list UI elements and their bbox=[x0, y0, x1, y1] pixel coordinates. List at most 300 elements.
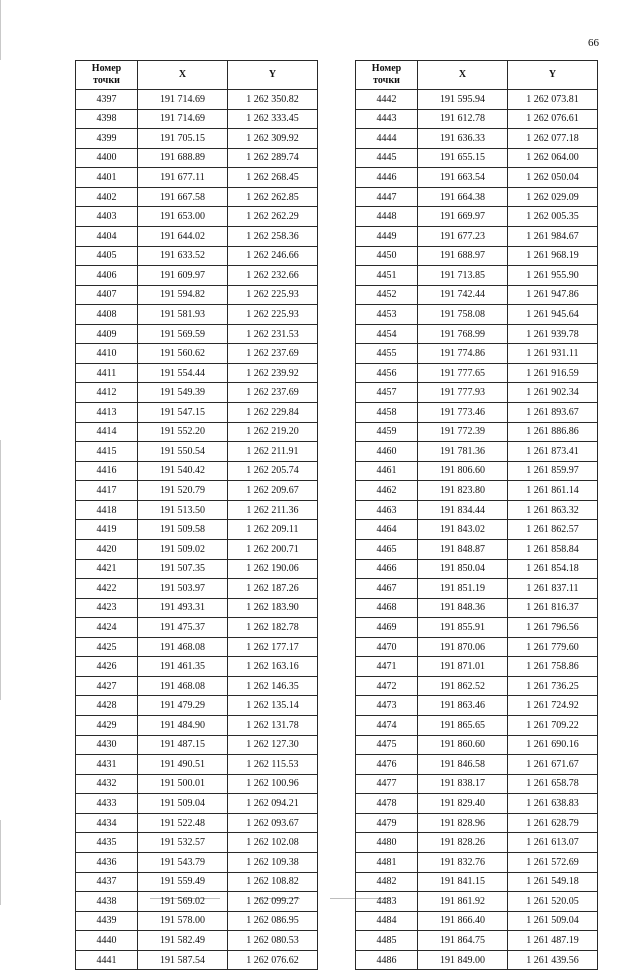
point-number-cell: 4427 bbox=[76, 676, 138, 696]
point-number-cell: 4410 bbox=[76, 344, 138, 364]
table-row bbox=[76, 755, 318, 775]
table-row bbox=[76, 148, 318, 168]
table-row bbox=[76, 794, 318, 814]
y-coordinate-cell: 1 262 146.35 bbox=[228, 676, 318, 696]
y-coordinate-cell: 1 262 050.04 bbox=[508, 168, 598, 188]
point-number-cell: 4418 bbox=[76, 500, 138, 520]
table-row bbox=[76, 168, 318, 188]
x-coordinate-cell: 191 509.58 bbox=[138, 520, 228, 540]
y-coordinate-cell: 1 261 854.18 bbox=[508, 559, 598, 579]
y-coordinate-cell: 1 261 487.19 bbox=[508, 931, 598, 951]
y-coordinate-cell: 1 261 968.19 bbox=[508, 246, 598, 266]
point-number-cell: 4436 bbox=[76, 852, 138, 872]
point-number-cell: 4448 bbox=[356, 207, 418, 227]
y-header: Y bbox=[228, 61, 318, 90]
x-coordinate-cell: 191 569.59 bbox=[138, 324, 228, 344]
point-number-cell: 4424 bbox=[76, 618, 138, 638]
y-coordinate-cell: 1 261 858.84 bbox=[508, 539, 598, 559]
table-row bbox=[356, 187, 598, 207]
table-row bbox=[76, 383, 318, 403]
y-coordinate-cell: 1 261 955.90 bbox=[508, 266, 598, 286]
x-coordinate-cell: 191 863.46 bbox=[418, 696, 508, 716]
point-number-cell: 4450 bbox=[356, 246, 418, 266]
x-coordinate-cell: 191 636.33 bbox=[418, 129, 508, 149]
x-coordinate-cell: 191 549.39 bbox=[138, 383, 228, 403]
x-coordinate-cell: 191 832.76 bbox=[418, 852, 508, 872]
x-coordinate-cell: 191 581.93 bbox=[138, 305, 228, 325]
y-coordinate-cell: 1 262 205.74 bbox=[228, 461, 318, 481]
y-coordinate-cell: 1 262 076.62 bbox=[228, 950, 318, 970]
x-coordinate-cell: 191 851.19 bbox=[418, 579, 508, 599]
x-coordinate-cell: 191 772.39 bbox=[418, 422, 508, 442]
x-coordinate-cell: 191 871.01 bbox=[418, 657, 508, 677]
x-coordinate-cell: 191 664.38 bbox=[418, 187, 508, 207]
y-coordinate-cell: 1 261 658.78 bbox=[508, 774, 598, 794]
y-coordinate-cell: 1 262 086.95 bbox=[228, 911, 318, 931]
point-number-cell: 4417 bbox=[76, 481, 138, 501]
x-coordinate-cell: 191 522.48 bbox=[138, 813, 228, 833]
y-coordinate-cell: 1 261 873.41 bbox=[508, 442, 598, 462]
point-number-cell: 4406 bbox=[76, 266, 138, 286]
x-coordinate-cell: 191 484.90 bbox=[138, 716, 228, 736]
y-coordinate-cell: 1 262 127.30 bbox=[228, 735, 318, 755]
table-row bbox=[356, 363, 598, 383]
coordinates-table-right bbox=[355, 60, 598, 970]
point-number-cell: 4404 bbox=[76, 226, 138, 246]
point-number-cell: 4435 bbox=[76, 833, 138, 853]
point-number-cell: 4480 bbox=[356, 833, 418, 853]
point-number-cell: 4408 bbox=[76, 305, 138, 325]
x-coordinate-cell: 191 848.36 bbox=[418, 598, 508, 618]
point-number-cell: 4425 bbox=[76, 637, 138, 657]
point-number-cell: 4412 bbox=[76, 383, 138, 403]
x-coordinate-cell: 191 828.26 bbox=[418, 833, 508, 853]
table-row bbox=[76, 226, 318, 246]
x-coordinate-cell: 191 520.79 bbox=[138, 481, 228, 501]
y-coordinate-cell: 1 262 187.26 bbox=[228, 579, 318, 599]
x-coordinate-cell: 191 758.08 bbox=[418, 305, 508, 325]
x-coordinate-cell: 191 829.40 bbox=[418, 794, 508, 814]
table-row bbox=[356, 168, 598, 188]
x-coordinate-cell: 191 866.40 bbox=[418, 911, 508, 931]
page-number: 66 bbox=[588, 37, 599, 49]
point-number-cell: 4485 bbox=[356, 931, 418, 951]
table-row bbox=[76, 539, 318, 559]
point-number-cell: 4426 bbox=[76, 657, 138, 677]
point-number-cell: 4460 bbox=[356, 442, 418, 462]
scan-margin-line bbox=[0, 440, 1, 700]
point-number-cell: 4428 bbox=[76, 696, 138, 716]
point-number-cell: 4472 bbox=[356, 676, 418, 696]
x-coordinate-cell: 191 777.93 bbox=[418, 383, 508, 403]
point-number-cell: 4421 bbox=[76, 559, 138, 579]
y-coordinate-cell: 1 262 209.11 bbox=[228, 520, 318, 540]
x-coordinate-cell: 191 828.96 bbox=[418, 813, 508, 833]
point-number-cell: 4486 bbox=[356, 950, 418, 970]
point-number-cell: 4442 bbox=[356, 90, 418, 110]
x-coordinate-cell: 191 663.54 bbox=[418, 168, 508, 188]
point-number-cell: 4403 bbox=[76, 207, 138, 227]
table-row bbox=[356, 950, 598, 970]
x-coordinate-cell: 191 848.87 bbox=[418, 539, 508, 559]
table-body bbox=[356, 90, 598, 970]
y-coordinate-cell: 1 261 893.67 bbox=[508, 403, 598, 423]
table-row bbox=[356, 657, 598, 677]
point-number-cell: 4431 bbox=[76, 755, 138, 775]
table-row bbox=[76, 833, 318, 853]
table-row bbox=[76, 129, 318, 149]
x-coordinate-cell: 191 487.15 bbox=[138, 735, 228, 755]
table-row bbox=[76, 813, 318, 833]
table-row bbox=[356, 716, 598, 736]
table-row bbox=[76, 90, 318, 110]
y-coordinate-cell: 1 262 108.82 bbox=[228, 872, 318, 892]
y-coordinate-cell: 1 262 225.93 bbox=[228, 305, 318, 325]
x-coordinate-cell: 191 560.62 bbox=[138, 344, 228, 364]
y-coordinate-cell: 1 261 862.57 bbox=[508, 520, 598, 540]
table-row bbox=[76, 305, 318, 325]
point-number-cell: 4398 bbox=[76, 109, 138, 129]
x-coordinate-cell: 191 823.80 bbox=[418, 481, 508, 501]
table-row bbox=[356, 109, 598, 129]
y-coordinate-cell: 1 261 947.86 bbox=[508, 285, 598, 305]
table-row bbox=[356, 520, 598, 540]
point-number-cell: 4471 bbox=[356, 657, 418, 677]
x-coordinate-cell: 191 841.15 bbox=[418, 872, 508, 892]
point-number-cell: 4409 bbox=[76, 324, 138, 344]
table-row bbox=[356, 676, 598, 696]
x-coordinate-cell: 191 569.02 bbox=[138, 892, 228, 912]
x-coordinate-cell: 191 653.00 bbox=[138, 207, 228, 227]
x-coordinate-cell: 191 479.29 bbox=[138, 696, 228, 716]
table-row bbox=[76, 442, 318, 462]
point-number-cell: 4444 bbox=[356, 129, 418, 149]
y-header: Y bbox=[508, 61, 598, 90]
y-coordinate-cell: 1 262 211.36 bbox=[228, 500, 318, 520]
y-coordinate-cell: 1 261 886.86 bbox=[508, 422, 598, 442]
x-coordinate-cell: 191 633.52 bbox=[138, 246, 228, 266]
point-number-cell: 4445 bbox=[356, 148, 418, 168]
point-number-cell: 4413 bbox=[76, 403, 138, 423]
point-number-header-label: Номер точки bbox=[91, 63, 122, 86]
table-row bbox=[76, 696, 318, 716]
point-number-cell: 4476 bbox=[356, 755, 418, 775]
y-coordinate-cell: 1 261 572.69 bbox=[508, 852, 598, 872]
point-number-cell: 4414 bbox=[76, 422, 138, 442]
y-coordinate-cell: 1 262 135.14 bbox=[228, 696, 318, 716]
y-coordinate-cell: 1 262 115.53 bbox=[228, 755, 318, 775]
table-row bbox=[76, 872, 318, 892]
x-coordinate-cell: 191 559.49 bbox=[138, 872, 228, 892]
point-number-cell: 4474 bbox=[356, 716, 418, 736]
x-coordinate-cell: 191 688.89 bbox=[138, 148, 228, 168]
x-coordinate-cell: 191 595.94 bbox=[418, 90, 508, 110]
point-number-cell: 4452 bbox=[356, 285, 418, 305]
x-coordinate-cell: 191 781.36 bbox=[418, 442, 508, 462]
point-number-cell: 4464 bbox=[356, 520, 418, 540]
table-row bbox=[356, 383, 598, 403]
point-number-cell: 4481 bbox=[356, 852, 418, 872]
point-number-cell: 4419 bbox=[76, 520, 138, 540]
point-number-cell: 4441 bbox=[76, 950, 138, 970]
y-coordinate-cell: 1 262 094.21 bbox=[228, 794, 318, 814]
y-coordinate-cell: 1 262 239.92 bbox=[228, 363, 318, 383]
point-number-cell: 4407 bbox=[76, 285, 138, 305]
y-coordinate-cell: 1 262 268.45 bbox=[228, 168, 318, 188]
table-row bbox=[76, 735, 318, 755]
point-number-cell: 4402 bbox=[76, 187, 138, 207]
y-coordinate-cell: 1 262 073.81 bbox=[508, 90, 598, 110]
y-coordinate-cell: 1 261 613.07 bbox=[508, 833, 598, 853]
table-row bbox=[76, 892, 318, 912]
y-coordinate-cell: 1 262 262.85 bbox=[228, 187, 318, 207]
table-row bbox=[356, 735, 598, 755]
y-coordinate-cell: 1 262 232.66 bbox=[228, 266, 318, 286]
x-header: X bbox=[138, 61, 228, 90]
point-number-cell: 4479 bbox=[356, 813, 418, 833]
point-number-cell: 4416 bbox=[76, 461, 138, 481]
y-coordinate-cell: 1 261 859.97 bbox=[508, 461, 598, 481]
y-coordinate-cell: 1 261 939.78 bbox=[508, 324, 598, 344]
y-coordinate-cell: 1 262 163.16 bbox=[228, 657, 318, 677]
point-number-cell: 4434 bbox=[76, 813, 138, 833]
y-coordinate-cell: 1 262 102.08 bbox=[228, 833, 318, 853]
y-coordinate-cell: 1 261 724.92 bbox=[508, 696, 598, 716]
table-row bbox=[356, 207, 598, 227]
table-row bbox=[76, 481, 318, 501]
point-number-cell: 4467 bbox=[356, 579, 418, 599]
table-row bbox=[76, 461, 318, 481]
point-number-cell: 4478 bbox=[356, 794, 418, 814]
table-row bbox=[356, 852, 598, 872]
table-header-row bbox=[76, 61, 318, 90]
y-coordinate-cell: 1 261 671.67 bbox=[508, 755, 598, 775]
y-coordinate-cell: 1 262 229.84 bbox=[228, 403, 318, 423]
coordinates-table-left bbox=[75, 60, 318, 970]
point-number-cell: 4456 bbox=[356, 363, 418, 383]
table-row bbox=[356, 148, 598, 168]
y-coordinate-cell: 1 262 211.91 bbox=[228, 442, 318, 462]
table-row bbox=[76, 637, 318, 657]
y-coordinate-cell: 1 262 209.67 bbox=[228, 481, 318, 501]
point-number-cell: 4449 bbox=[356, 226, 418, 246]
point-number-cell: 4438 bbox=[76, 892, 138, 912]
table-row bbox=[356, 461, 598, 481]
point-number-cell: 4482 bbox=[356, 872, 418, 892]
y-coordinate-cell: 1 261 945.64 bbox=[508, 305, 598, 325]
table-row bbox=[76, 716, 318, 736]
x-coordinate-cell: 191 864.75 bbox=[418, 931, 508, 951]
x-coordinate-cell: 191 507.35 bbox=[138, 559, 228, 579]
table-row bbox=[356, 266, 598, 286]
y-coordinate-cell: 1 262 093.67 bbox=[228, 813, 318, 833]
y-coordinate-cell: 1 262 100.96 bbox=[228, 774, 318, 794]
x-coordinate-cell: 191 509.04 bbox=[138, 794, 228, 814]
point-number-cell: 4468 bbox=[356, 598, 418, 618]
table-row bbox=[356, 305, 598, 325]
table-row bbox=[356, 285, 598, 305]
x-coordinate-cell: 191 774.86 bbox=[418, 344, 508, 364]
point-number-cell: 4453 bbox=[356, 305, 418, 325]
table-row bbox=[76, 363, 318, 383]
point-number-cell: 4475 bbox=[356, 735, 418, 755]
table-row bbox=[76, 931, 318, 951]
point-number-cell: 4459 bbox=[356, 422, 418, 442]
x-coordinate-cell: 191 849.00 bbox=[418, 950, 508, 970]
point-number-cell: 4455 bbox=[356, 344, 418, 364]
table-row bbox=[356, 442, 598, 462]
table-row bbox=[356, 774, 598, 794]
x-coordinate-cell: 191 777.65 bbox=[418, 363, 508, 383]
y-coordinate-cell: 1 261 796.56 bbox=[508, 618, 598, 638]
y-coordinate-cell: 1 262 077.18 bbox=[508, 129, 598, 149]
y-coordinate-cell: 1 262 005.35 bbox=[508, 207, 598, 227]
table-row bbox=[356, 755, 598, 775]
y-coordinate-cell: 1 261 931.11 bbox=[508, 344, 598, 364]
table-row bbox=[356, 618, 598, 638]
y-coordinate-cell: 1 262 350.82 bbox=[228, 90, 318, 110]
x-header: X bbox=[418, 61, 508, 90]
point-number-cell: 4433 bbox=[76, 794, 138, 814]
point-number-cell: 4462 bbox=[356, 481, 418, 501]
x-coordinate-cell: 191 543.79 bbox=[138, 852, 228, 872]
table-row bbox=[76, 520, 318, 540]
point-number-cell: 4422 bbox=[76, 579, 138, 599]
y-coordinate-cell: 1 262 246.66 bbox=[228, 246, 318, 266]
x-coordinate-cell: 191 850.04 bbox=[418, 559, 508, 579]
y-coordinate-cell: 1 261 690.16 bbox=[508, 735, 598, 755]
y-coordinate-cell: 1 261 816.37 bbox=[508, 598, 598, 618]
y-coordinate-cell: 1 262 200.71 bbox=[228, 539, 318, 559]
y-coordinate-cell: 1 262 333.45 bbox=[228, 109, 318, 129]
y-coordinate-cell: 1 262 064.00 bbox=[508, 148, 598, 168]
table-row bbox=[356, 911, 598, 931]
x-coordinate-cell: 191 714.69 bbox=[138, 109, 228, 129]
y-coordinate-cell: 1 261 628.79 bbox=[508, 813, 598, 833]
x-coordinate-cell: 191 582.49 bbox=[138, 931, 228, 951]
table-row bbox=[356, 598, 598, 618]
table-row bbox=[356, 892, 598, 912]
point-number-cell: 4446 bbox=[356, 168, 418, 188]
table-row bbox=[76, 657, 318, 677]
table-row bbox=[356, 324, 598, 344]
table-row bbox=[76, 911, 318, 931]
table-row bbox=[76, 559, 318, 579]
table-row bbox=[76, 618, 318, 638]
point-number-cell: 4401 bbox=[76, 168, 138, 188]
x-coordinate-cell: 191 834.44 bbox=[418, 500, 508, 520]
point-number-cell: 4483 bbox=[356, 892, 418, 912]
y-coordinate-cell: 1 262 182.78 bbox=[228, 618, 318, 638]
point-number-cell: 4415 bbox=[76, 442, 138, 462]
x-coordinate-cell: 191 843.02 bbox=[418, 520, 508, 540]
y-coordinate-cell: 1 261 439.56 bbox=[508, 950, 598, 970]
x-coordinate-cell: 191 468.08 bbox=[138, 637, 228, 657]
x-coordinate-cell: 191 838.17 bbox=[418, 774, 508, 794]
y-coordinate-cell: 1 261 861.14 bbox=[508, 481, 598, 501]
scan-margin-line bbox=[0, 820, 1, 905]
point-number-cell: 4454 bbox=[356, 324, 418, 344]
x-coordinate-cell: 191 677.23 bbox=[418, 226, 508, 246]
y-coordinate-cell: 1 261 709.22 bbox=[508, 716, 598, 736]
x-coordinate-cell: 191 768.99 bbox=[418, 324, 508, 344]
point-number-header bbox=[76, 61, 138, 90]
x-coordinate-cell: 191 644.02 bbox=[138, 226, 228, 246]
table-row bbox=[356, 500, 598, 520]
point-number-cell: 4463 bbox=[356, 500, 418, 520]
point-number-cell: 4405 bbox=[76, 246, 138, 266]
table-row bbox=[76, 403, 318, 423]
x-coordinate-cell: 191 578.00 bbox=[138, 911, 228, 931]
table-row bbox=[356, 794, 598, 814]
point-number-cell: 4443 bbox=[356, 109, 418, 129]
y-coordinate-cell: 1 261 520.05 bbox=[508, 892, 598, 912]
x-coordinate-cell: 191 547.15 bbox=[138, 403, 228, 423]
point-number-cell: 4469 bbox=[356, 618, 418, 638]
point-number-cell: 4465 bbox=[356, 539, 418, 559]
table-body bbox=[76, 90, 318, 970]
y-coordinate-cell: 1 261 638.83 bbox=[508, 794, 598, 814]
table-row bbox=[76, 344, 318, 364]
table-row bbox=[76, 598, 318, 618]
y-coordinate-cell: 1 261 837.11 bbox=[508, 579, 598, 599]
x-coordinate-cell: 191 669.97 bbox=[418, 207, 508, 227]
point-number-cell: 4473 bbox=[356, 696, 418, 716]
y-coordinate-cell: 1 262 080.53 bbox=[228, 931, 318, 951]
y-coordinate-cell: 1 262 231.53 bbox=[228, 324, 318, 344]
x-coordinate-cell: 191 587.54 bbox=[138, 950, 228, 970]
table-row bbox=[356, 403, 598, 423]
x-coordinate-cell: 191 855.91 bbox=[418, 618, 508, 638]
x-coordinate-cell: 191 667.58 bbox=[138, 187, 228, 207]
table-row bbox=[76, 950, 318, 970]
table-row bbox=[76, 676, 318, 696]
table-row bbox=[76, 324, 318, 344]
table-row bbox=[76, 266, 318, 286]
y-coordinate-cell: 1 262 237.69 bbox=[228, 344, 318, 364]
y-coordinate-cell: 1 261 863.32 bbox=[508, 500, 598, 520]
point-number-cell: 4451 bbox=[356, 266, 418, 286]
table-row bbox=[356, 129, 598, 149]
table-row bbox=[356, 872, 598, 892]
table-row bbox=[356, 481, 598, 501]
point-number-cell: 4420 bbox=[76, 539, 138, 559]
point-number-cell: 4461 bbox=[356, 461, 418, 481]
x-coordinate-cell: 191 540.42 bbox=[138, 461, 228, 481]
table-row bbox=[76, 285, 318, 305]
point-number-cell: 4397 bbox=[76, 90, 138, 110]
y-coordinate-cell: 1 262 262.29 bbox=[228, 207, 318, 227]
x-coordinate-cell: 191 688.97 bbox=[418, 246, 508, 266]
y-coordinate-cell: 1 262 225.93 bbox=[228, 285, 318, 305]
point-number-cell: 4457 bbox=[356, 383, 418, 403]
point-number-cell: 4437 bbox=[76, 872, 138, 892]
x-coordinate-cell: 191 532.57 bbox=[138, 833, 228, 853]
x-coordinate-cell: 191 870.06 bbox=[418, 637, 508, 657]
y-coordinate-cell: 1 261 779.60 bbox=[508, 637, 598, 657]
x-coordinate-cell: 191 714.69 bbox=[138, 90, 228, 110]
point-number-cell: 4447 bbox=[356, 187, 418, 207]
y-coordinate-cell: 1 261 902.34 bbox=[508, 383, 598, 403]
table-row bbox=[356, 344, 598, 364]
table-row bbox=[76, 579, 318, 599]
point-number-cell: 4429 bbox=[76, 716, 138, 736]
x-coordinate-cell: 191 594.82 bbox=[138, 285, 228, 305]
point-number-cell: 4470 bbox=[356, 637, 418, 657]
y-coordinate-cell: 1 262 289.74 bbox=[228, 148, 318, 168]
table-row bbox=[356, 539, 598, 559]
y-coordinate-cell: 1 262 237.69 bbox=[228, 383, 318, 403]
